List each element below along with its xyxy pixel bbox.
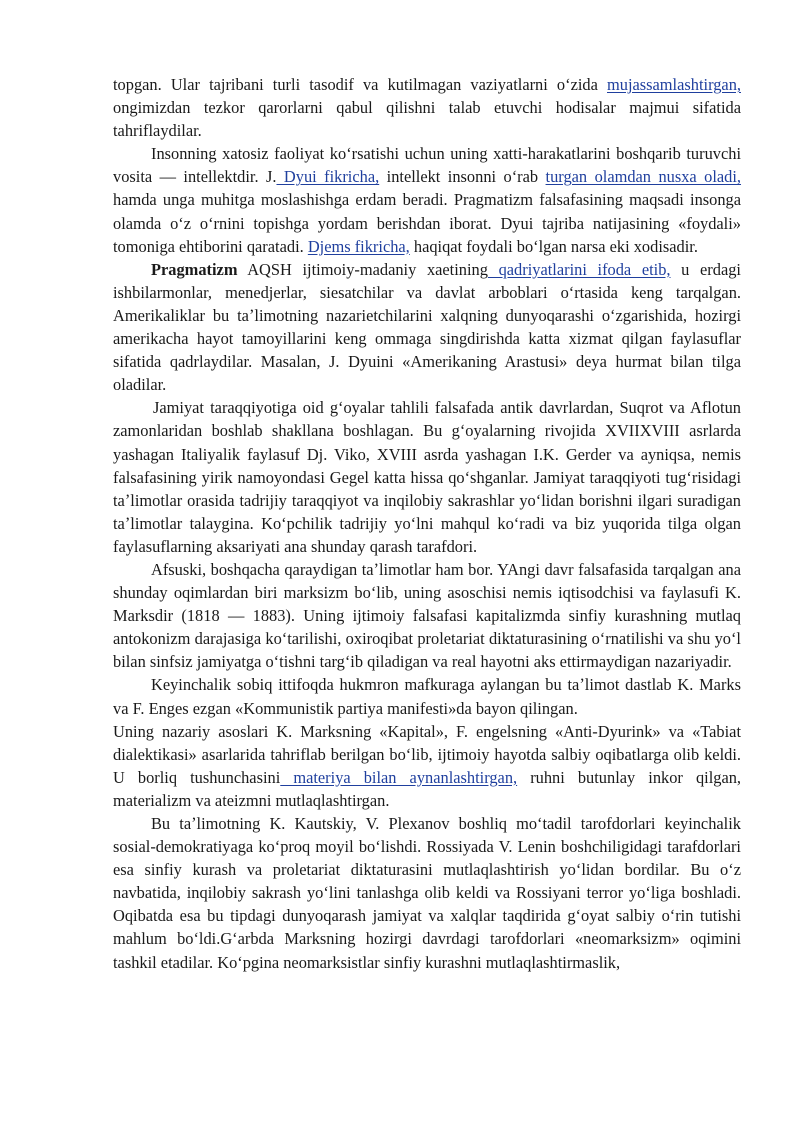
link-materiya[interactable]: materiya bilan aynanlashtirgan,: [280, 767, 518, 787]
link-turgan-olamdan[interactable]: turgan olamdan nusxa oladi,: [545, 167, 742, 187]
link-qadriyatlarini[interactable]: qadriyatlarini ifoda etib,: [487, 259, 671, 279]
term-pragmatizm: Pragmatizm: [151, 259, 238, 279]
paragraph-4: Jamiyat taraqqiyotiga oid gʻoyalar tahlili falsafada antik davrlardan, Suqrot va Aflotun zamonlaridan boshlab shakllana boshlagan. Bu gʻoyalarning rivojida XVIIXVIII asrlarda yashagan Italiyalik faylasuf Dj. Viko, XVIII asrda yashagan I.K. Gerder va ayniqsa, nemis falsafasining yirik namoyondasi Gegel katta hissa qoʻshganlar. Jamiyat taraqqiyoti tugʻrisidagi taʼlimotlar orasida tadrijiy taraqqiyot va inqilobiy sakrashlar yoʻlidan borishni ilgari suradigan taʼlimotlar talaygina. Koʻpchilik tadrijiy yoʻlni mahqul koʻradi va biz yuqorida tilga olgan faylasuflarning aksariyati ana shunday qarash tarafdori.: [113, 398, 741, 556]
paragraph-1: topgan. Ular tajribani turli tasodif va kutilmagan vaziyatlarni oʻzida mujassamlashtirgan, ongimizdan tezkor qarorlarni qabul qilishni talab etuvchi hodisalar majmui sifatida tahriflaydilar.: [113, 75, 741, 141]
paragraph-7: Uning nazariy asoslari K. Marksning «Kapital», F. engelsning «Anti-Dyurink» va «Tabiat dialektikasi» asarlarida tahriflab berilgan boʻlib, ijtimoiy hayotda salbiy oqibatlarga olib keldi. U borliq tushunchasini materiya bilan aynanlashtirgan, ruhni butunlay inkor qilgan, materializm va ateizmni mutlaqlashtirgan.: [113, 721, 742, 810]
paragraph-8: Bu taʼlimotning K. Kautskiy, V. Plexanov boshliq moʻtadil tarofdorlari keyinchalik sosial-demokratiyaga koʻproq moyil boʻlishdi. Rossiyada V. Lenin boshchiligidagi tarafdorlari esa sinfiy kurash va proletariat diktaturasini mutlaqlashtirish yoʻlidan bordilar. Bu oʻz navbatida, inqilobiy sakrash yoʻlini tanlashga olib keldi va Rossiyani terror yoʻliga boshladi. Oqibatda esa bu tipdagi dunyoqarash jamiyat va xalqlar taqdirida gʻoyat salbiy oʻrin tutishi mahlum boʻldi.Gʻarbda Marksning hozirgi davrdagi tarofdorlari «neomarksizm» oqimini tashkil etadilar. Koʻpgina neomarksistlar sinfiy kurashni mutlaqlashtirmaslik,: [113, 814, 741, 972]
paragraph-3: Pragmatizm AQSH ijtimoiy-madaniy xaetining qadriyatlarini ifoda etib, u erdagi ishbilarmonlar, menedjerlar, siesatchilar va davlat arboblari oʻrtasida keng tarqalgan. Amerikaliklar bu taʼlimotning nazarietchilarini xalqning dunyoqarashi oʻzgarishida, hozirgi amerikacha hayot tamoyillarini keng ommaga singdirishda katta xizmat qilgan faylasuflar sifatida qadrlaydilar. Masalan, J. Dyuini «Amerikaning Arastusi» deya hurmat bilan tilga oladilar.: [113, 259, 741, 395]
link-dyui-fikricha[interactable]: Dyui fikricha,: [276, 167, 380, 187]
document-page: [113, 73, 741, 974]
link-djems-fikricha[interactable]: Djems fikricha,: [307, 236, 410, 256]
paragraph-6: Keyinchalik sobiq ittifoqda hukmron mafkuraga aylangan bu taʼlimot dastlab K. Marks va F. Enges ezgan «Kommunistik partiya manifesti»da bayon qilingan.: [113, 675, 741, 718]
link-mujassamlashtirgan[interactable]: mujassamlashtirgan,: [607, 75, 741, 94]
paragraph-5: Afsuski, boshqacha qaraydigan taʼlimotlar ham bor. YAngi davr falsafasida tarqalgan ana shunday oqimlardan biri marksizm boʻlib, uning asoschisi nemis iqtisodchisi va faylasufi K. Marksdir (1818 — 1883). Uning ijtimoiy falsafasi kapitalizmda sinfiy kurashning mutlaq antokonizm darajasiga koʻtarilishi, oxiroqibat proletariat diktaturasining oʻrnatilishi va shu yoʻl bilan sinfsiz jamiyatga oʻtishni targʻib qiladigan va real hayotni aks ettirmaydigan nazariyadir.: [113, 559, 741, 672]
paragraph-2: Insonning xatosiz faoliyat koʻrsatishi uchun uning xatti-harakatlarini boshqarib turuvchi vosita — intellektdir. J. Dyui fikricha, intellekt insonni oʻrab turgan olamdan nusxa oladi, hamda unga muhitga moslashishga erdam beradi. Pragmatizm falsafasining maqsadi insonga olamda oʻz oʻrnini topishga yordam berishdan iborat. Dyui tajriba natijasining «foydali» tomoniga ehtiborini qaratadi. Djems fikricha, haqiqat foydali boʻlgan narsa eki xodisadir.: [113, 144, 742, 256]
